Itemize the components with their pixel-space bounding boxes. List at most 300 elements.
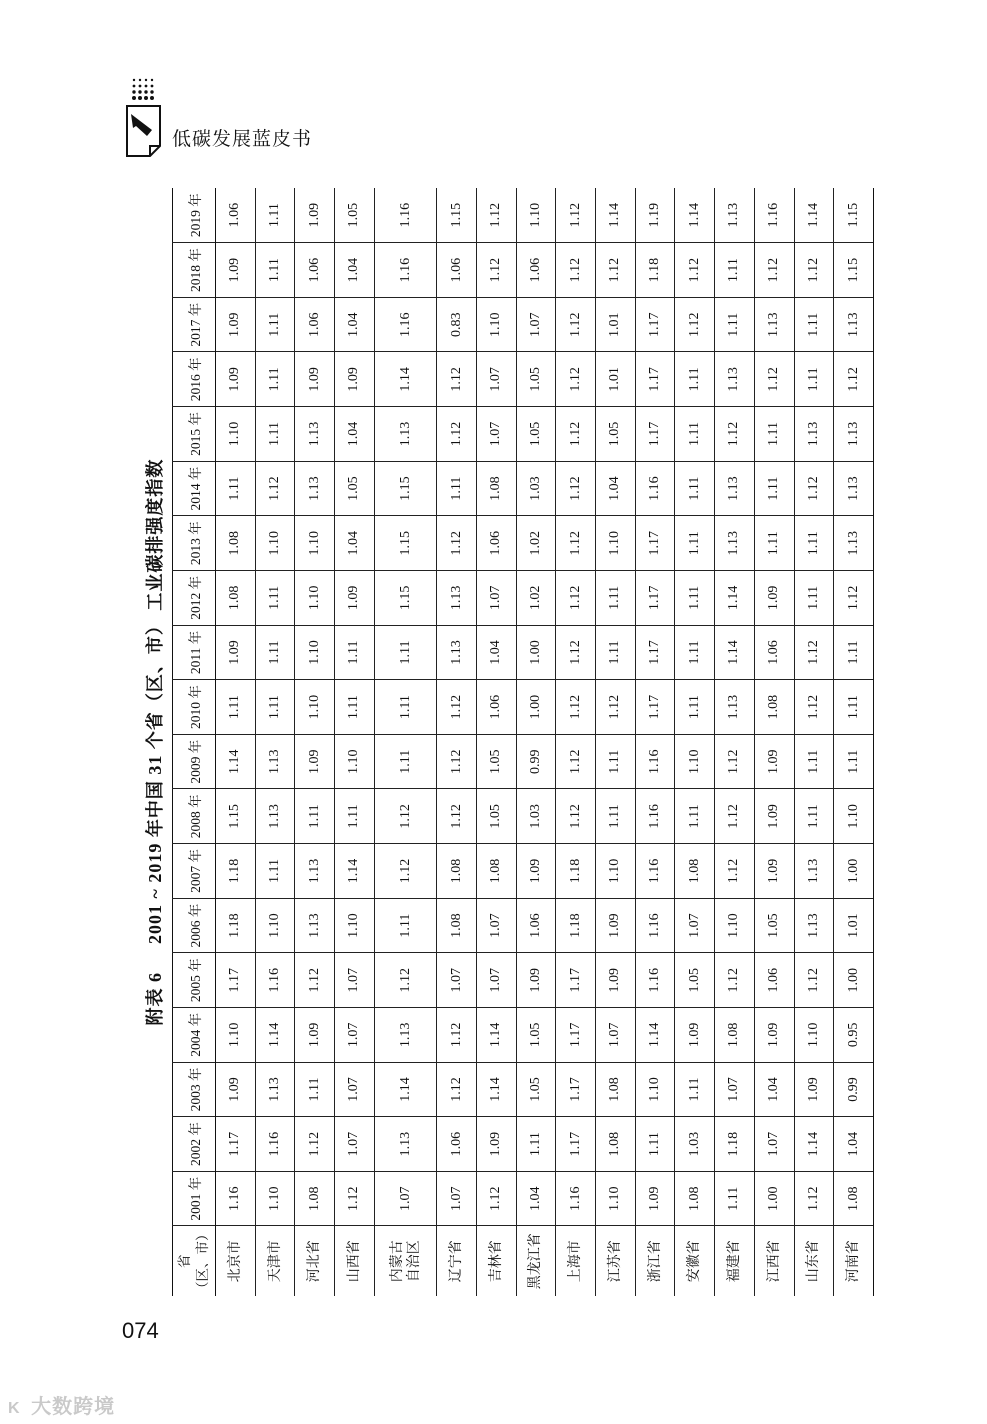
table-row — [635, 188, 675, 1296]
value-cell: 1.12 — [834, 352, 874, 407]
value-cell: 1.11 — [255, 243, 295, 298]
value-cell: 1.15 — [437, 188, 477, 243]
watermark — [8, 1390, 115, 1419]
value-cell: 1.12 — [715, 953, 755, 1008]
value-cell: 1.16 — [635, 953, 675, 1008]
value-cell: 1.12 — [476, 188, 516, 243]
value-cell: 1.04 — [834, 1117, 874, 1172]
value-cell: 1.12 — [834, 571, 874, 626]
value-cell: 1.14 — [794, 188, 834, 243]
value-cell: 0.83 — [437, 297, 477, 352]
value-cell: 1.12 — [596, 243, 636, 298]
value-cell: 1.12 — [476, 1171, 516, 1226]
year-header: 2006 年 — [173, 898, 216, 953]
value-cell: 1.13 — [295, 844, 335, 899]
corner-line-1: 省 — [177, 1254, 192, 1268]
value-cell: 1.07 — [476, 898, 516, 953]
value-cell: 1.12 — [675, 243, 715, 298]
value-cell: 1.14 — [476, 1062, 516, 1117]
value-cell: 1.17 — [556, 1062, 596, 1117]
value-cell: 1.11 — [437, 461, 477, 516]
value-cell: 1.10 — [216, 407, 256, 462]
value-cell: 1.00 — [516, 625, 556, 680]
value-cell: 1.10 — [255, 898, 295, 953]
value-cell: 1.18 — [715, 1117, 755, 1172]
value-cell: 1.10 — [635, 1062, 675, 1117]
value-cell: 1.10 — [715, 898, 755, 953]
value-cell: 1.05 — [335, 188, 375, 243]
table-row — [715, 188, 755, 1296]
value-cell: 1.05 — [516, 407, 556, 462]
year-header: 2015 年 — [173, 407, 216, 462]
value-cell: 1.13 — [834, 297, 874, 352]
value-cell: 1.00 — [516, 680, 556, 735]
value-cell: 1.11 — [255, 297, 295, 352]
value-cell: 1.12 — [754, 243, 794, 298]
value-cell: 1.17 — [635, 571, 675, 626]
value-cell: 1.11 — [255, 407, 295, 462]
value-cell: 1.03 — [516, 461, 556, 516]
value-cell: 1.09 — [216, 297, 256, 352]
year-header: 2002 年 — [173, 1117, 216, 1172]
table-row — [295, 188, 335, 1296]
value-cell: 1.05 — [476, 734, 516, 789]
value-cell: 1.14 — [374, 352, 436, 407]
value-cell: 1.07 — [476, 571, 516, 626]
value-cell: 1.12 — [476, 243, 516, 298]
province-cell: 江西省 — [754, 1226, 794, 1296]
value-cell: 1.07 — [335, 953, 375, 1008]
value-cell: 1.11 — [675, 461, 715, 516]
value-cell: 1.11 — [295, 789, 335, 844]
value-cell: 1.12 — [556, 407, 596, 462]
province-cell: 北京市 — [216, 1226, 256, 1296]
value-cell: 1.10 — [596, 844, 636, 899]
value-cell: 1.11 — [675, 352, 715, 407]
value-cell: 1.16 — [635, 898, 675, 953]
table-row — [437, 188, 477, 1296]
value-cell: 1.14 — [596, 188, 636, 243]
value-cell: 1.09 — [335, 571, 375, 626]
value-cell: 1.16 — [374, 243, 436, 298]
value-cell: 1.13 — [794, 898, 834, 953]
value-cell: 1.05 — [516, 1008, 556, 1063]
book-series-logo-icon — [124, 76, 164, 160]
province-cell: 河南省 — [834, 1226, 874, 1296]
value-cell: 1.06 — [476, 516, 516, 571]
value-cell: 1.11 — [794, 516, 834, 571]
value-cell: 1.16 — [255, 953, 295, 1008]
value-cell: 1.10 — [794, 1008, 834, 1063]
value-cell: 1.12 — [794, 680, 834, 735]
province-cell: 上海市 — [556, 1226, 596, 1296]
book-series-title: 低碳发展蓝皮书 — [172, 129, 313, 150]
table-row — [596, 188, 636, 1296]
value-cell: 1.08 — [754, 680, 794, 735]
value-cell: 1.11 — [715, 243, 755, 298]
value-cell: 1.15 — [374, 516, 436, 571]
value-cell: 1.07 — [596, 1008, 636, 1063]
value-cell: 1.08 — [596, 1062, 636, 1117]
table-row — [255, 188, 295, 1296]
carbon-intensity-table — [172, 188, 874, 1296]
value-cell: 1.14 — [715, 625, 755, 680]
value-cell: 1.06 — [437, 243, 477, 298]
value-cell: 1.09 — [754, 789, 794, 844]
value-cell: 1.09 — [754, 844, 794, 899]
value-cell: 1.11 — [754, 407, 794, 462]
value-cell: 1.10 — [295, 571, 335, 626]
table-body — [216, 188, 874, 1296]
value-cell: 1.17 — [635, 680, 675, 735]
value-cell: 1.11 — [596, 789, 636, 844]
value-cell: 0.99 — [834, 1062, 874, 1117]
value-cell: 1.12 — [596, 680, 636, 735]
province-cell: 黑龙江省 — [516, 1226, 556, 1296]
value-cell: 1.05 — [516, 352, 556, 407]
value-cell: 1.04 — [335, 243, 375, 298]
table-row — [675, 188, 715, 1296]
value-cell: 1.12 — [556, 680, 596, 735]
value-cell: 1.11 — [635, 1117, 675, 1172]
value-cell: 1.12 — [556, 188, 596, 243]
value-cell: 1.14 — [635, 1008, 675, 1063]
value-cell: 1.00 — [834, 844, 874, 899]
table-corner-header — [173, 1226, 216, 1296]
value-cell: 1.09 — [675, 1008, 715, 1063]
value-cell: 1.11 — [374, 898, 436, 953]
value-cell: 1.17 — [635, 297, 675, 352]
value-cell: 1.17 — [216, 953, 256, 1008]
value-cell: 1.13 — [295, 461, 335, 516]
value-cell: 1.12 — [556, 297, 596, 352]
province-cell: 河北省 — [295, 1226, 335, 1296]
value-cell: 1.11 — [374, 734, 436, 789]
value-cell: 1.12 — [437, 407, 477, 462]
value-cell: 1.09 — [754, 571, 794, 626]
page-number: 074 — [122, 1318, 159, 1343]
value-cell: 1.13 — [374, 1008, 436, 1063]
table-row — [556, 188, 596, 1296]
value-cell: 1.12 — [556, 243, 596, 298]
value-cell: 1.05 — [335, 461, 375, 516]
table-row — [516, 188, 556, 1296]
year-header: 2003 年 — [173, 1062, 216, 1117]
value-cell: 1.09 — [476, 1117, 516, 1172]
value-cell: 1.08 — [834, 1171, 874, 1226]
value-cell: 1.15 — [834, 243, 874, 298]
value-cell: 1.09 — [216, 625, 256, 680]
value-cell: 1.10 — [675, 734, 715, 789]
value-cell: 1.08 — [476, 461, 516, 516]
table-row — [794, 188, 834, 1296]
year-header: 2001 年 — [173, 1171, 216, 1226]
value-cell: 1.11 — [715, 297, 755, 352]
value-cell: 1.08 — [675, 844, 715, 899]
value-cell: 1.04 — [476, 625, 516, 680]
value-cell: 1.10 — [596, 1171, 636, 1226]
value-cell: 1.14 — [255, 1008, 295, 1063]
value-cell: 1.07 — [476, 407, 516, 462]
value-cell: 1.12 — [794, 1171, 834, 1226]
value-cell: 1.12 — [556, 352, 596, 407]
value-cell: 1.11 — [255, 352, 295, 407]
value-cell: 1.12 — [437, 734, 477, 789]
value-cell: 1.11 — [675, 407, 715, 462]
value-cell: 1.06 — [516, 243, 556, 298]
value-cell: 1.04 — [516, 1171, 556, 1226]
value-cell: 1.12 — [794, 243, 834, 298]
value-cell: 1.13 — [437, 571, 477, 626]
value-cell: 1.10 — [295, 516, 335, 571]
value-cell: 1.12 — [556, 625, 596, 680]
value-cell: 1.00 — [834, 953, 874, 1008]
value-cell: 1.14 — [374, 1062, 436, 1117]
value-cell: 1.13 — [794, 407, 834, 462]
value-cell: 1.16 — [556, 1171, 596, 1226]
value-cell: 1.13 — [794, 844, 834, 899]
value-cell: 0.95 — [834, 1008, 874, 1063]
table-caption — [136, 188, 172, 1296]
value-cell: 1.12 — [437, 516, 477, 571]
value-cell: 1.12 — [794, 625, 834, 680]
value-cell: 1.11 — [335, 680, 375, 735]
value-cell: 1.09 — [295, 734, 335, 789]
value-cell: 1.03 — [516, 789, 556, 844]
value-cell: 1.07 — [476, 352, 516, 407]
value-cell: 1.18 — [556, 898, 596, 953]
value-cell: 1.12 — [556, 571, 596, 626]
table-row — [374, 188, 436, 1296]
value-cell: 1.11 — [675, 789, 715, 844]
value-cell: 1.02 — [516, 516, 556, 571]
value-cell: 1.15 — [374, 461, 436, 516]
value-cell: 1.09 — [516, 844, 556, 899]
value-cell: 1.08 — [476, 844, 516, 899]
value-cell: 1.06 — [437, 1117, 477, 1172]
value-cell: 1.01 — [596, 297, 636, 352]
value-cell: 1.11 — [335, 625, 375, 680]
table-row — [476, 188, 516, 1296]
value-cell: 1.12 — [715, 844, 755, 899]
value-cell: 1.09 — [635, 1171, 675, 1226]
province-cell: 山西省 — [335, 1226, 375, 1296]
value-cell: 1.02 — [516, 571, 556, 626]
province-cell: 内蒙古 自治区 — [374, 1226, 436, 1296]
value-cell: 1.11 — [794, 789, 834, 844]
year-header: 2018 年 — [173, 243, 216, 298]
value-cell: 1.08 — [216, 516, 256, 571]
value-cell: 1.18 — [635, 243, 675, 298]
value-cell: 1.13 — [295, 407, 335, 462]
value-cell: 1.13 — [255, 789, 295, 844]
value-cell: 1.06 — [295, 243, 335, 298]
value-cell: 1.08 — [295, 1171, 335, 1226]
value-cell: 1.16 — [255, 1117, 295, 1172]
year-header: 2012 年 — [173, 571, 216, 626]
value-cell: 1.11 — [675, 571, 715, 626]
value-cell: 1.11 — [794, 571, 834, 626]
value-cell: 1.04 — [335, 516, 375, 571]
value-cell: 1.10 — [596, 516, 636, 571]
province-cell: 浙江省 — [635, 1226, 675, 1296]
value-cell: 1.12 — [715, 734, 755, 789]
value-cell: 1.11 — [374, 680, 436, 735]
value-cell: 1.16 — [216, 1171, 256, 1226]
value-cell: 1.11 — [255, 188, 295, 243]
value-cell: 1.12 — [556, 734, 596, 789]
value-cell: 1.09 — [516, 953, 556, 1008]
value-cell: 1.11 — [834, 734, 874, 789]
year-header: 2011 年 — [173, 625, 216, 680]
value-cell: 1.16 — [374, 297, 436, 352]
value-cell: 1.11 — [255, 625, 295, 680]
value-cell: 1.05 — [476, 789, 516, 844]
value-cell: 1.12 — [715, 789, 755, 844]
value-cell: 1.12 — [754, 352, 794, 407]
value-cell: 1.16 — [635, 734, 675, 789]
value-cell: 1.12 — [794, 953, 834, 1008]
year-header: 2013 年 — [173, 516, 216, 571]
value-cell: 1.13 — [374, 1117, 436, 1172]
value-cell: 1.17 — [556, 953, 596, 1008]
value-cell: 1.07 — [437, 953, 477, 1008]
value-cell: 1.18 — [556, 844, 596, 899]
value-cell: 1.13 — [754, 297, 794, 352]
table-row — [335, 188, 375, 1296]
value-cell: 1.13 — [834, 516, 874, 571]
value-cell: 1.13 — [295, 898, 335, 953]
value-cell: 1.08 — [596, 1117, 636, 1172]
value-cell: 1.13 — [374, 407, 436, 462]
value-cell: 1.17 — [556, 1008, 596, 1063]
year-header: 2010 年 — [173, 680, 216, 735]
value-cell: 1.15 — [216, 789, 256, 844]
year-header: 2004 年 — [173, 1008, 216, 1063]
value-cell: 1.10 — [295, 680, 335, 735]
value-cell: 1.00 — [754, 1171, 794, 1226]
province-cell: 江苏省 — [596, 1226, 636, 1296]
watermark-text: 大数跨境 — [31, 1396, 116, 1418]
value-cell: 1.10 — [216, 1008, 256, 1063]
year-header: 2007 年 — [173, 844, 216, 899]
province-cell: 福建省 — [715, 1226, 755, 1296]
value-cell: 1.11 — [675, 1062, 715, 1117]
value-cell: 1.08 — [437, 898, 477, 953]
value-cell: 1.07 — [675, 898, 715, 953]
value-cell: 1.11 — [255, 680, 295, 735]
value-cell: 1.01 — [596, 352, 636, 407]
value-cell: 1.12 — [437, 680, 477, 735]
value-cell: 1.06 — [754, 953, 794, 1008]
value-cell: 1.08 — [675, 1171, 715, 1226]
value-cell: 1.13 — [255, 1062, 295, 1117]
value-cell: 1.12 — [437, 352, 477, 407]
value-cell: 1.12 — [374, 844, 436, 899]
value-cell: 1.17 — [635, 625, 675, 680]
value-cell: 1.16 — [635, 789, 675, 844]
value-cell: 1.10 — [476, 297, 516, 352]
value-cell: 1.06 — [216, 188, 256, 243]
value-cell: 1.07 — [335, 1008, 375, 1063]
value-cell: 1.11 — [295, 1062, 335, 1117]
rotated-table-block — [136, 188, 876, 1296]
table-row — [834, 188, 874, 1296]
province-cell: 辽宁省 — [437, 1226, 477, 1296]
caption-text: 2001 ~ 2019 年中国 31 个省（区、市） 工业碳排强度指数 — [145, 458, 165, 944]
value-cell: 1.13 — [715, 680, 755, 735]
value-cell: 1.09 — [216, 1062, 256, 1117]
value-cell: 1.13 — [715, 516, 755, 571]
year-header: 2005 年 — [173, 953, 216, 1008]
value-cell: 1.19 — [635, 188, 675, 243]
value-cell: 1.08 — [437, 844, 477, 899]
province-cell: 山东省 — [794, 1226, 834, 1296]
corner-line-2: （区、市） — [195, 1227, 210, 1295]
value-cell: 1.06 — [295, 297, 335, 352]
value-cell: 1.09 — [216, 352, 256, 407]
value-cell: 1.13 — [834, 461, 874, 516]
value-cell: 1.16 — [754, 188, 794, 243]
value-cell: 1.05 — [754, 898, 794, 953]
value-cell: 1.16 — [635, 461, 675, 516]
table-row — [754, 188, 794, 1296]
value-cell: 1.14 — [715, 571, 755, 626]
value-cell: 1.04 — [335, 297, 375, 352]
value-cell: 1.11 — [754, 516, 794, 571]
value-cell: 1.13 — [715, 461, 755, 516]
value-cell: 1.11 — [596, 734, 636, 789]
table-header-row — [173, 188, 216, 1296]
value-cell: 1.07 — [516, 297, 556, 352]
value-cell: 1.10 — [255, 1171, 295, 1226]
value-cell: 1.13 — [834, 407, 874, 462]
value-cell: 1.17 — [635, 352, 675, 407]
value-cell: 1.16 — [635, 844, 675, 899]
value-cell: 1.07 — [715, 1062, 755, 1117]
watermark-logo-icon: K — [8, 1400, 21, 1417]
value-cell: 1.12 — [374, 789, 436, 844]
value-cell: 1.17 — [635, 516, 675, 571]
value-cell: 1.12 — [715, 407, 755, 462]
value-cell: 1.11 — [675, 625, 715, 680]
value-cell: 1.12 — [556, 516, 596, 571]
value-cell: 1.13 — [715, 188, 755, 243]
value-cell: 1.11 — [675, 516, 715, 571]
value-cell: 1.08 — [216, 571, 256, 626]
value-cell: 1.11 — [675, 680, 715, 735]
year-header: 2017 年 — [173, 297, 216, 352]
value-cell: 0.99 — [516, 734, 556, 789]
value-cell: 1.09 — [295, 352, 335, 407]
value-cell: 1.11 — [216, 461, 256, 516]
value-cell: 1.10 — [516, 188, 556, 243]
value-cell: 1.14 — [675, 188, 715, 243]
value-cell: 1.13 — [715, 352, 755, 407]
value-cell: 1.07 — [754, 1117, 794, 1172]
value-cell: 1.08 — [715, 1008, 755, 1063]
value-cell: 1.04 — [596, 461, 636, 516]
value-cell: 1.10 — [834, 789, 874, 844]
value-cell: 1.10 — [295, 625, 335, 680]
value-cell: 1.09 — [754, 734, 794, 789]
value-cell: 1.12 — [295, 953, 335, 1008]
value-cell: 1.14 — [335, 844, 375, 899]
value-cell: 1.06 — [516, 898, 556, 953]
value-cell: 1.10 — [255, 516, 295, 571]
value-cell: 1.13 — [437, 625, 477, 680]
value-cell: 1.06 — [476, 680, 516, 735]
